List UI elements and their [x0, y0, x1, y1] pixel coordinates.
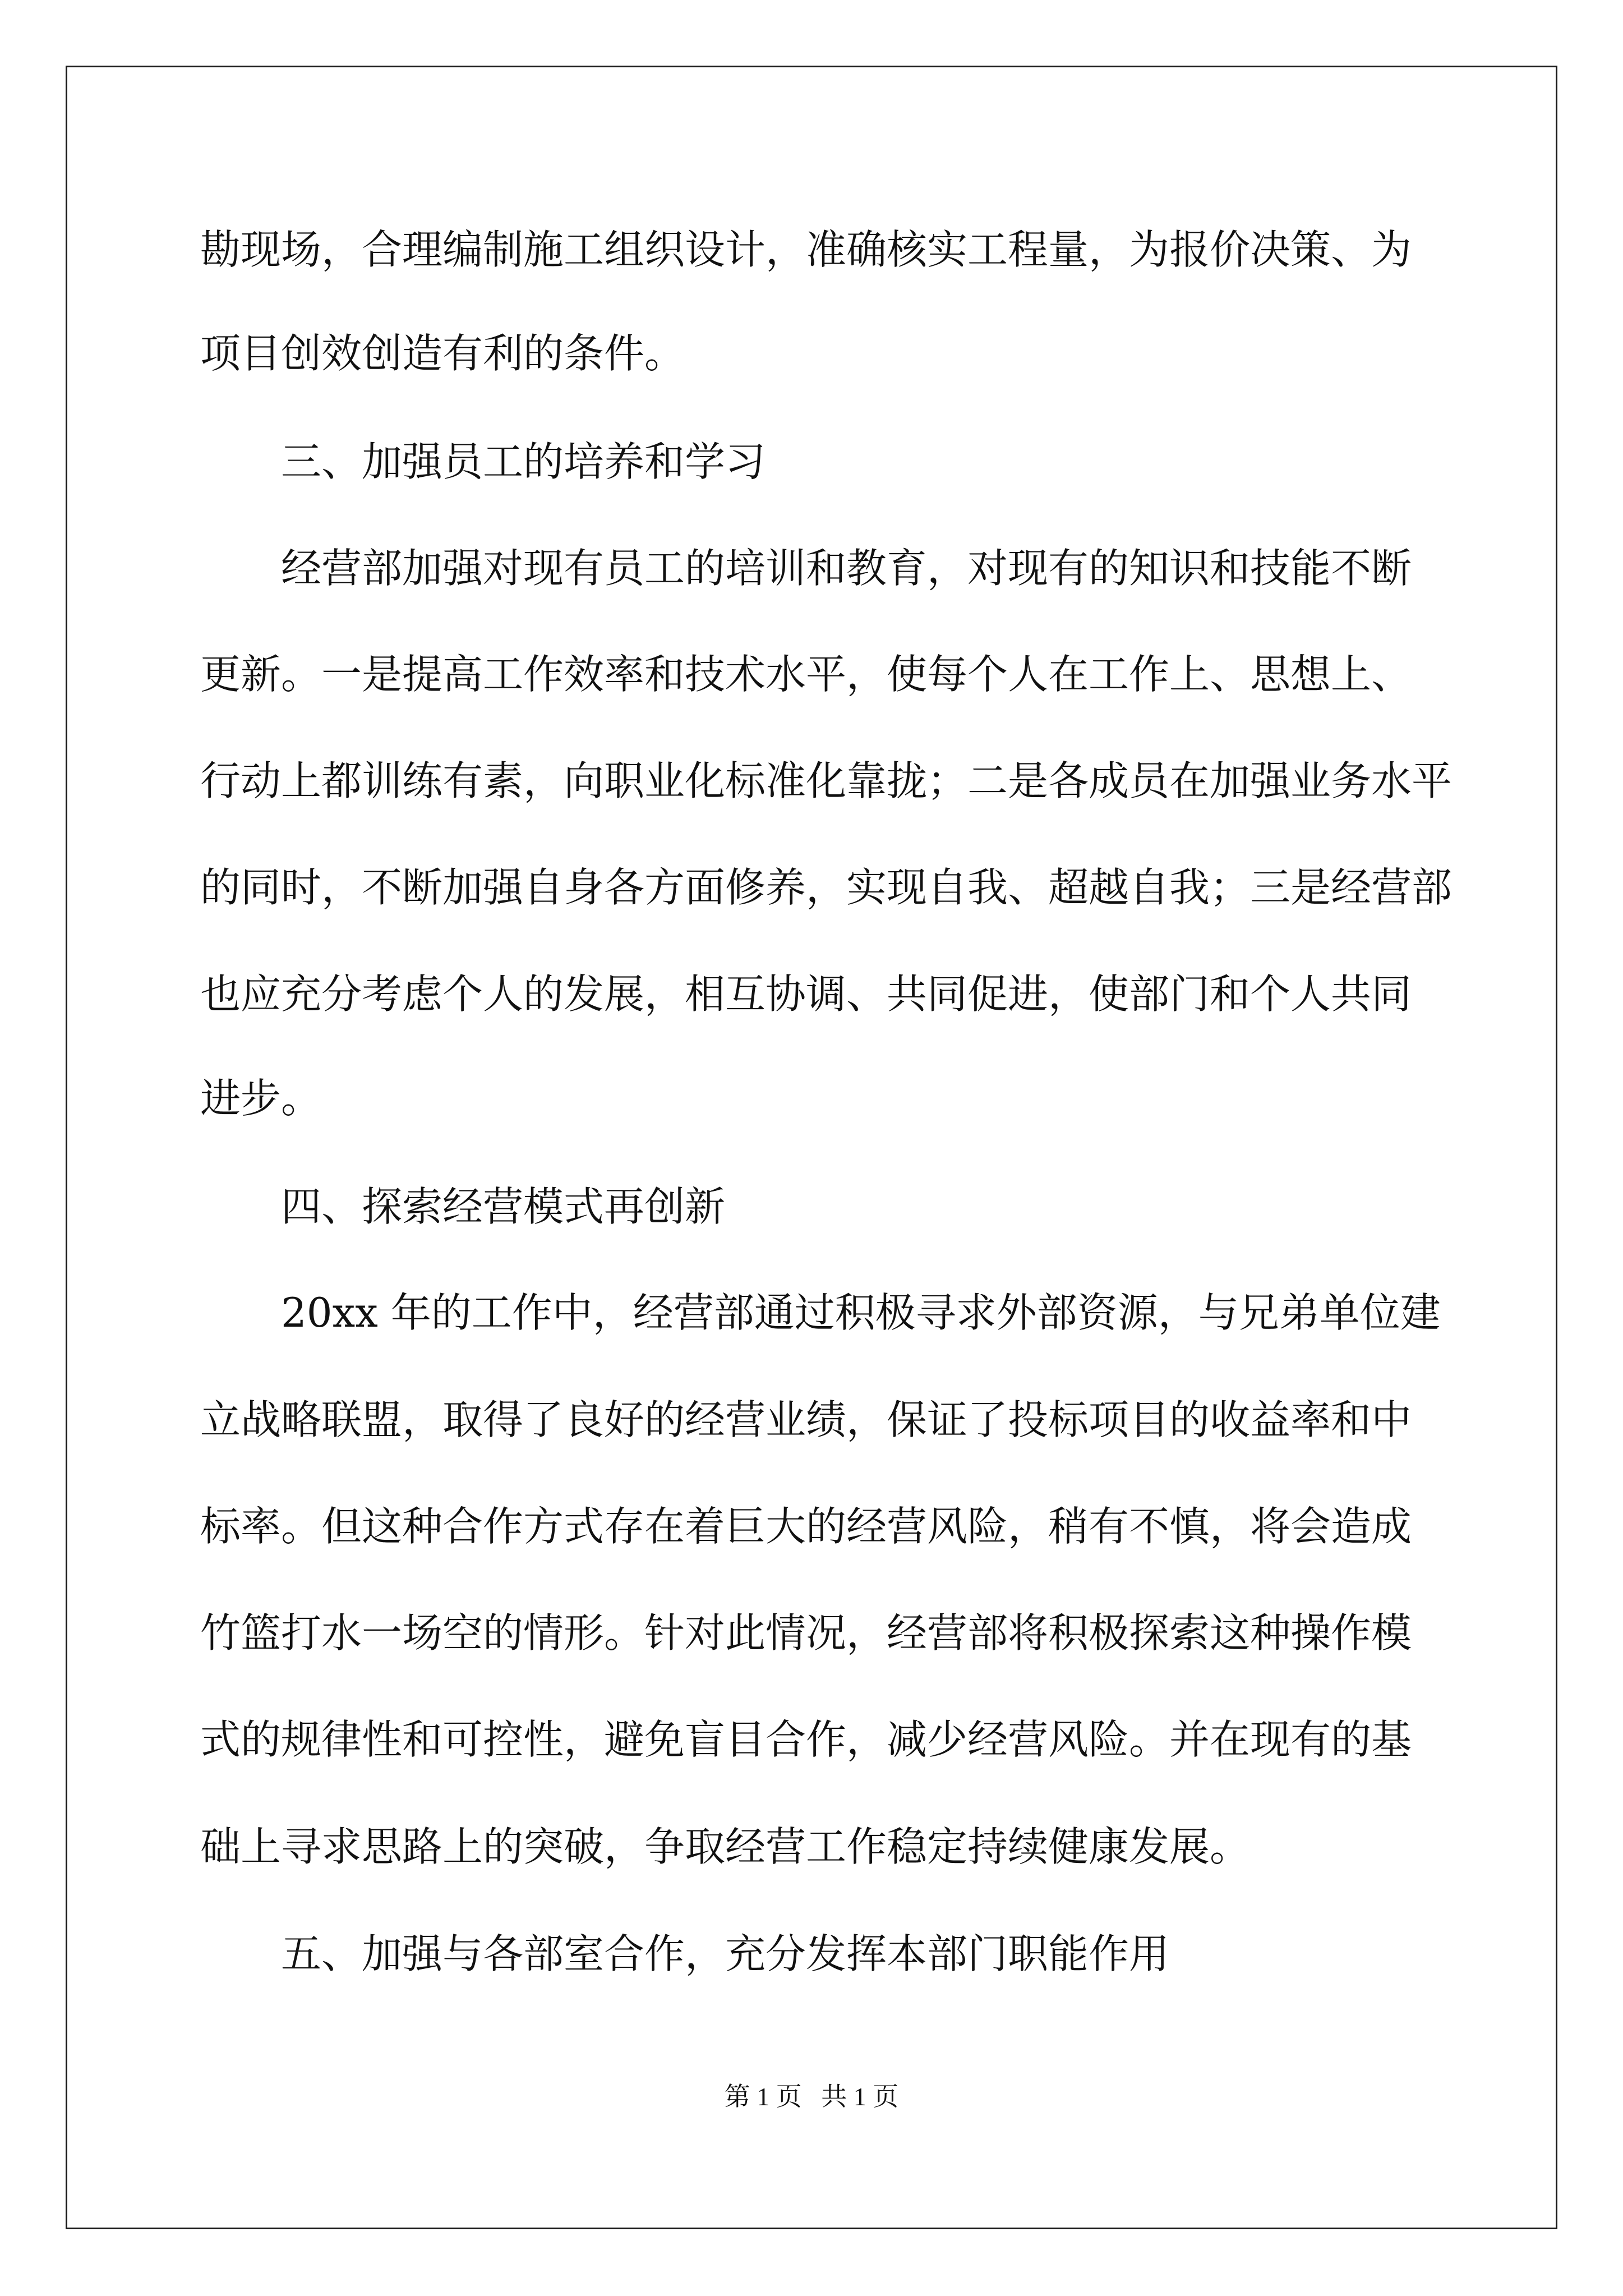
body-text-line: 经营部加强对现有员工的培训和教育，对现有的知识和技能不断	[281, 545, 1412, 592]
body-text-line: 式的规律性和可控性，避免盲目合作，减少经营风险。并在现有的基	[200, 1716, 1412, 1763]
body-text-line: 也应充分考虑个人的发展，相互协调、共同促进，使部门和个人共同	[200, 970, 1412, 1018]
page-number-footer: 第 1 页 共 1 页	[724, 2082, 899, 2111]
body-text-line: 勘现场，合理编制施工组织设计，准确核实工程量，为报价决策、为	[200, 226, 1412, 273]
body-text-line: 的同时，不断加强自身各方面修养，实现自我、超越自我；三是经营部	[200, 864, 1453, 911]
section-heading: 三、加强员工的培养和学习	[281, 438, 766, 485]
body-text-line: 20xx 年的工作中，经营部通过积极寻求外部资源，与兄弟单位建	[281, 1289, 1441, 1336]
page-border	[66, 66, 1557, 2229]
body-text-line: 行动上都训练有素，向职业化标准化靠拢；二是各成员在加强业务水平	[200, 757, 1453, 804]
body-text-line: 立战略联盟，取得了良好的经营业绩，保证了投标项目的收益率和中	[200, 1396, 1412, 1443]
body-text-line: 础上寻求思路上的突破，争取经营工作稳定持续健康发展。	[200, 1823, 1251, 1870]
section-heading: 五、加强与各部室合作，充分发挥本部门职能作用	[281, 1930, 1170, 1977]
body-text-line: 项目创效创造有利的条件。	[200, 330, 685, 377]
section-heading: 四、探索经营模式再创新	[281, 1183, 726, 1230]
body-text-line: 标率。但这种合作方式存在着巨大的经营风险，稍有不慎，将会造成	[200, 1503, 1412, 1550]
body-text-line: 更新。一是提高工作效率和技术水平，使每个人在工作上、思想上、	[200, 651, 1412, 698]
body-text-line: 进步。	[200, 1075, 322, 1122]
body-text-line: 竹篮打水一场空的情形。针对此情况，经营部将积极探索这种操作模	[200, 1609, 1412, 1657]
